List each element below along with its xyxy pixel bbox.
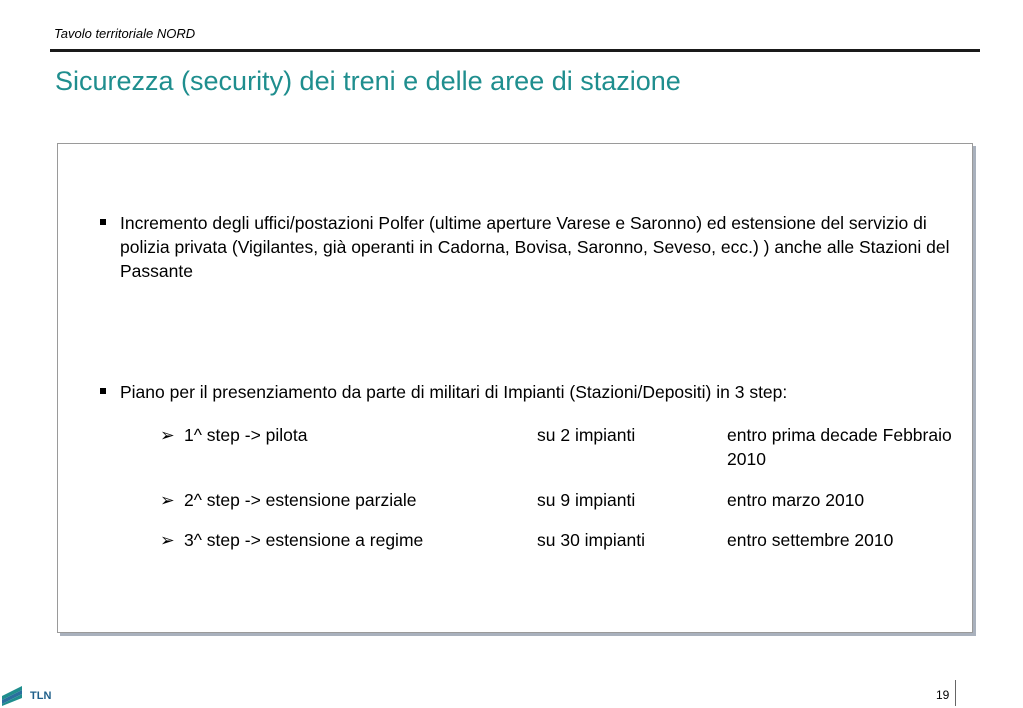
header-label: Tavolo territoriale NORD [54,26,196,41]
step-scope: su 9 impianti [537,490,636,510]
logo-text: TLN [30,690,52,702]
page-number: 19 [936,688,950,702]
square-bullet-icon [100,219,106,225]
arrow-bullet-icon: ➢ [160,425,175,445]
step-label: 1^ step -> pilota [184,425,308,445]
bullet-text: Piano per il presenziamento da parte di militari di Impianti (Stazioni/Depositi) in 3 step: [120,382,788,402]
arrow-bullet-icon: ➢ [160,530,175,550]
square-bullet-icon [100,388,106,394]
page-number-divider [955,680,956,706]
step-deadline: entro prima decade Febbraio 2010 [727,425,952,469]
step-deadline: entro marzo 2010 [727,490,865,510]
bullet-text: Incremento degli uffici/postazioni Polfer (ultime aperture Varese e Saronno) ed estensione del servizio di polizia privata (Vigilantes, già operanti in Cadorna, Bovisa, Saronno, Seveso, ecc.) ) anche alle Stazioni del Passante [120,213,950,281]
content-box [57,143,973,633]
header-divider [50,49,980,52]
step-deadline: entro settembre 2010 [727,530,894,550]
bullet-item [100,380,960,404]
slide-title: Sicurezza (security) dei treni e delle aree di stazione [55,66,681,96]
step-scope: su 30 impianti [537,530,645,550]
step-scope: su 2 impianti [537,425,636,445]
step-label: 2^ step -> estensione parziale [184,490,417,510]
arrow-bullet-icon: ➢ [160,490,175,510]
step-label: 3^ step -> estensione a regime [184,530,424,550]
bullet-item [100,211,960,283]
